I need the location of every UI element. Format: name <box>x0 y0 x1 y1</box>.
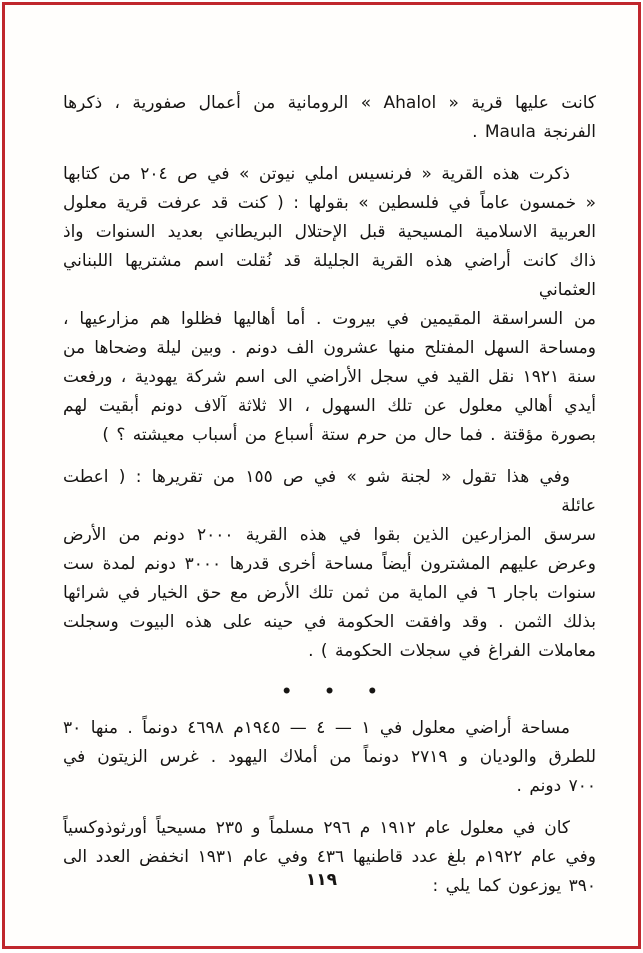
text-line: « خمسون عاماً في فلسطين » بقولها : ( كنت قد عرفت قرية معلول <box>63 193 596 213</box>
text-line: وفي هذا تقول « لجنة شو » في ص ١٥٥ من تقريرها : ( اعطت عائلة <box>63 467 596 516</box>
text-line: مساحة أراضي معلول في ١ — ٤ — ١٩٤٥م ٤٦٩٨ دونماً . منها ٣٠ <box>63 718 570 738</box>
text-line: كانت عليها قرية « Ahalol » الرومانية من أعمال صفورية ، ذكرها <box>63 93 596 113</box>
text-line: ذكرت هذه القرية « فرنسيس املي نيوتن » في ص ٢٠٤ من كتابها <box>63 164 570 184</box>
book-page <box>2 2 641 949</box>
text-line: الفرنجة Maula . <box>472 122 596 142</box>
section-separator-dots: • • • <box>281 682 391 702</box>
paragraph <box>63 463 596 666</box>
text-line: من السراسقة المقيمين في بيروت . أما أهاليها فظلوا هم مزارعيها ، <box>63 309 596 329</box>
text-line: أيدي أهالي معلول عن تلك السهول ، الا ثلاثة آلاف دونم أبقيت لهم <box>63 396 596 416</box>
text-line: ٧٠٠ دونم . <box>516 776 596 796</box>
text-line: ذاك كانت أراضي هذه القرية الجليلة قد نُقلت اسم مشتريها اللبناني العثماني <box>63 251 596 300</box>
text-line: سنوات باجار ٦ في الماية من ثمن تلك الأرض مع حق الخيار في شرائها <box>63 583 596 603</box>
paragraph <box>63 714 596 801</box>
text-line: سرسق المزارعين الذين بقوا في هذه القرية ٢٠٠٠ دونم من الأرض <box>63 525 596 545</box>
text-line: وعرض عليهم المشترون أيضاً مساحة أخرى قدرها ٣٠٠٠ دونم لمدة ست <box>63 554 597 574</box>
text-line: بذلك الثمن . وقد وافقت الحكومة في حينه على هذه البيوت وسجلت <box>63 612 596 632</box>
text-line: كان في معلول عام ١٩١٢ م ٢٩٦ مسلماً و ٢٣٥ مسيحياً أورثوذوكسياً <box>63 818 570 838</box>
text-line: العربية الاسلامية المسيحية قبل الإحتلال البريطاني بعديد السنوات واذ <box>63 222 596 242</box>
text-line: وفي عام ١٩٢٢م بلغ عدد قاطنيها ٤٣٦ وفي عام ١٩٣١ انخفض العدد الى <box>63 847 596 867</box>
text-line: للطرق والوديان و ٢٧١٩ دونماً من أملاك اليهود . غرس الزيتون في <box>63 747 596 767</box>
text-line: بصورة مؤقتة . فما حال من حرم ستة أسباع من أسباب معيشته ؟ ) <box>102 425 596 445</box>
paragraph <box>63 89 596 147</box>
text-line: ٣٩٠ يوزعون كما يلي : <box>432 876 596 896</box>
page-number: ١١٩ <box>305 870 338 890</box>
text-line: سنة ١٩٢١ نقل القيد في سجل الأراضي الى اسم شركة يهودية ، ورفعت <box>63 367 596 387</box>
text-line: ومساحة السهل المفتلح منها عشرون الف دونم . وبين ليلة وضحاها من <box>63 338 596 358</box>
paragraph <box>63 160 596 450</box>
text-line: معاملات الفراغ في سجلات الحكومة ) . <box>308 641 596 661</box>
page-text-block <box>63 89 596 914</box>
